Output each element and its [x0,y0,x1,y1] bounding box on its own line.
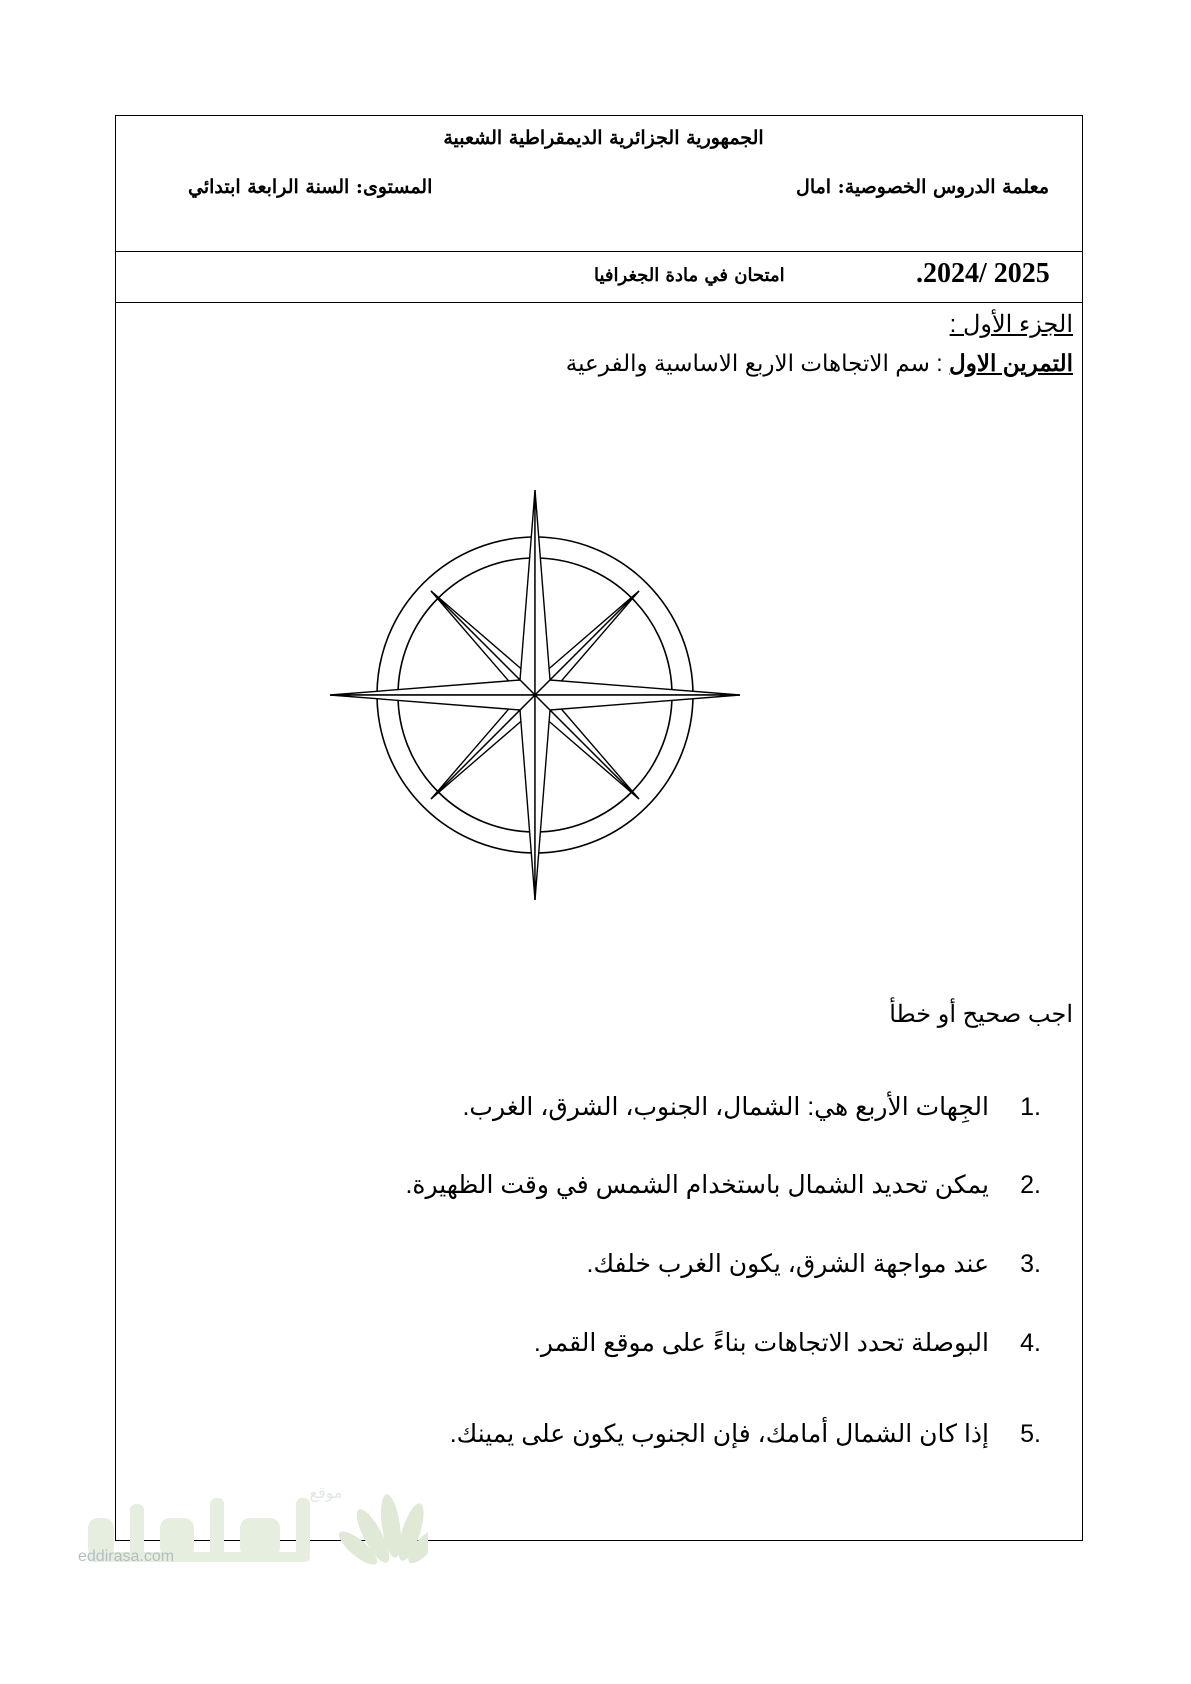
watermark-url: eddirasa.com [78,1548,175,1565]
question-item: 3.عند مواجهة الشرق، يكون الغرب خلفك. [586,1250,1041,1278]
question-item: 2.يمكن تحديد الشمال باستخدام الشمس في وقت الظهيرة. [405,1171,1041,1199]
header-divider [115,251,1083,252]
title-divider [115,302,1083,303]
exercise-one [566,350,1073,377]
exam-title: امتحان في مادة الجغرافيا [594,265,785,286]
exercise-one-label: التمرين الاول [949,350,1073,376]
watermark-logo [68,1468,428,1588]
question-item: 4.البوصلة تحدد الاتجاهات بناءً على موقع القمر. [533,1329,1041,1357]
republic-heading: الجمهورية الجزائرية الديمقراطية الشعبية [443,127,764,149]
exercise-one-instruction: : سم الاتجاهات الاربع الاساسية والفرعية [565,350,950,376]
part-one-title: الجزء الأول : [949,311,1073,338]
school-year: .2024/ 2025 [916,258,1050,289]
compass-rose-icon [325,485,745,905]
question-item: 5.إذا كان الشمال أمامك، فإن الجنوب يكون على يمينك. [449,1420,1041,1448]
true-false-title: اجب صحيح أو خطأ [889,1001,1073,1028]
svg-text:موقع: موقع [309,1483,343,1502]
teacher-name: معلمة الدروس الخصوصية: امال [796,176,1049,198]
question-item: 1.الجِهات الأربع هي: الشمال، الجنوب، الشرق، الغرب. [462,1093,1041,1121]
grade-level: المستوى: السنة الرابعة ابتدائي [188,176,433,198]
